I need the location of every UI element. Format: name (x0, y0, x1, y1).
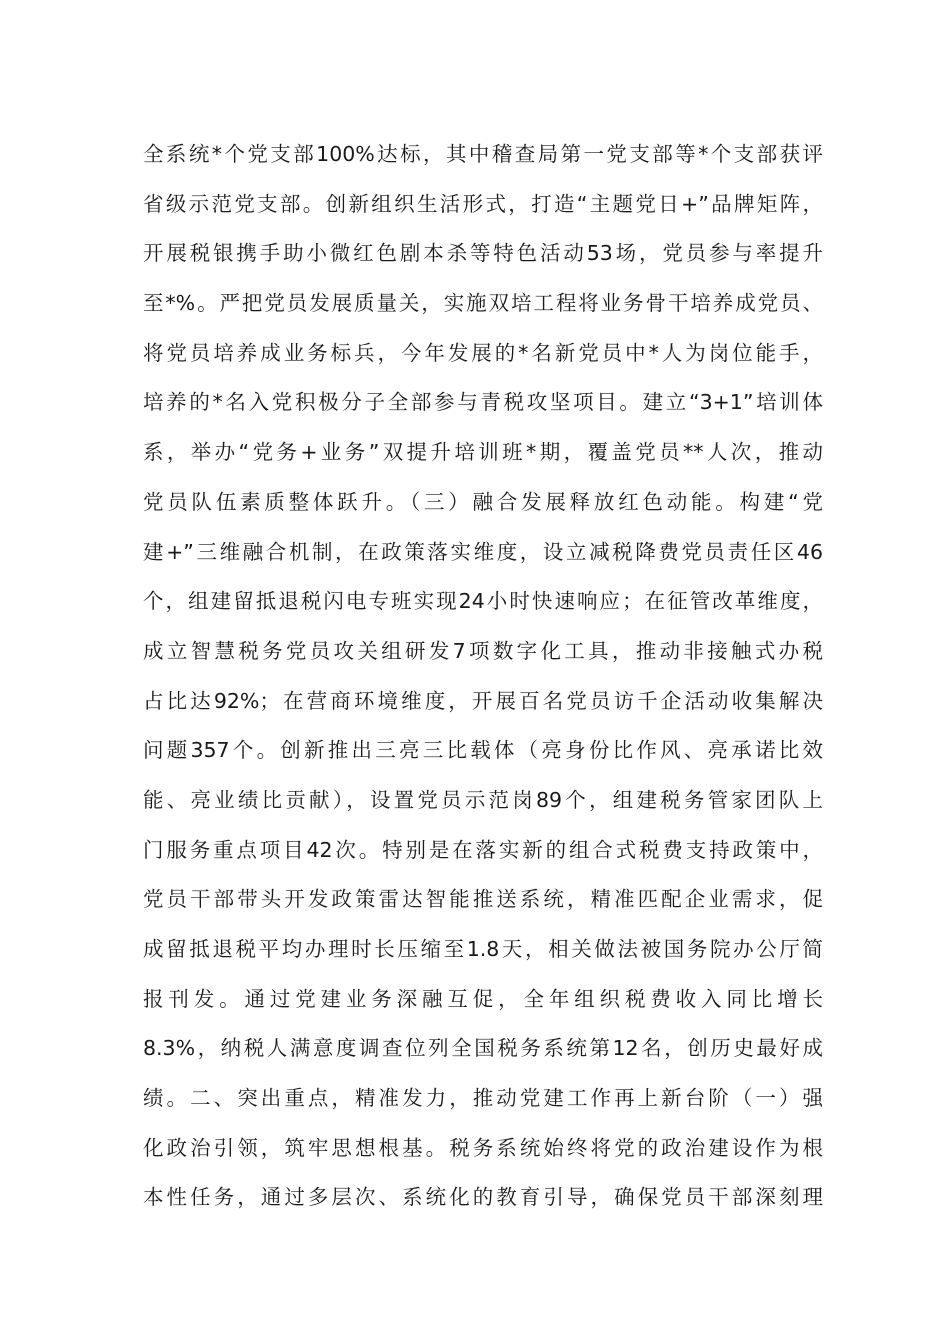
text-line-9: 建+”三维融合机制，在政策落实维度，设立减税降费党员责任区46 (143, 539, 823, 564)
text-line-4: 至*%。严把党员发展质量关，实施双培工程将业务骨干培养成党员、 (143, 291, 823, 316)
text-line-10: 个，组建留抵退税闪电专班实现24小时快速响应；在征管改革维度， (143, 589, 823, 614)
text-line-21: 化政治引领，筑牢思想根基。税务系统始终将党的政治建设作为根 (143, 1135, 823, 1160)
text-line-16: 党员干部带头开发政策雷达智能推送系统，精准匹配企业需求，促 (143, 887, 823, 912)
body-text (143, 130, 823, 1223)
text-line-3: 开展税银携手助小微红色剧本杀等特色活动53场，党员参与率提升 (143, 241, 823, 266)
text-line-7: 系，举办“党务+业务”双提升培训班*期，覆盖党员**人次，推动 (143, 440, 823, 465)
text-line-13: 问题357个。创新推出三亮三比载体（亮身份比作风、亮承诺比效 (143, 738, 823, 763)
text-line-22: 本性任务，通过多层次、系统化的教育引导，确保党员干部深刻理 (143, 1185, 823, 1210)
text-line-6: 培养的*名入党积极分子全部参与青税攻坚项目。建立“3+1”培训体 (143, 390, 823, 415)
text-line-1: 全系统*个党支部100%达标，其中稽查局第一党支部等*个支部获评 (143, 142, 823, 166)
text-line-8: 党员队伍素质整体跃升。（三）融合发展释放红色动能。构建“党 (143, 489, 823, 514)
text-line-18: 报刊发。通过党建业务深融互促，全年组织税费收入同比增长 (143, 986, 823, 1011)
text-line-20: 绩。二、突出重点，精准发力，推动党建工作再上新台阶（一）强 (143, 1086, 823, 1111)
text-line-14: 能、亮业绩比贡献），设置党员示范岗89个，组建税务管家团队上 (143, 787, 823, 812)
text-line-19: 8.3%，纳税人满意度调查位列全国税务系统第12名，创历史最好成 (143, 1036, 823, 1061)
text-line-15: 门服务重点项目42次。特别是在落实新的组合式税费支持政策中， (143, 837, 823, 862)
text-line-5: 将党员培养成业务标兵，今年发展的*名新党员中*人为岗位能手， (143, 340, 823, 365)
text-line-12: 占比达92%；在营商环境维度，开展百名党员访千企活动收集解决 (143, 688, 823, 713)
text-line-17: 成留抵退税平均办理时长压缩至1.8天，相关做法被国务院办公厅简 (143, 937, 823, 961)
text-line-2: 省级示范党支部。创新组织生活形式，打造“主题党日+”品牌矩阵， (143, 191, 823, 216)
text-line-11: 成立智慧税务党员攻关组研发7项数字化工具，推动非接触式办税 (143, 638, 823, 663)
